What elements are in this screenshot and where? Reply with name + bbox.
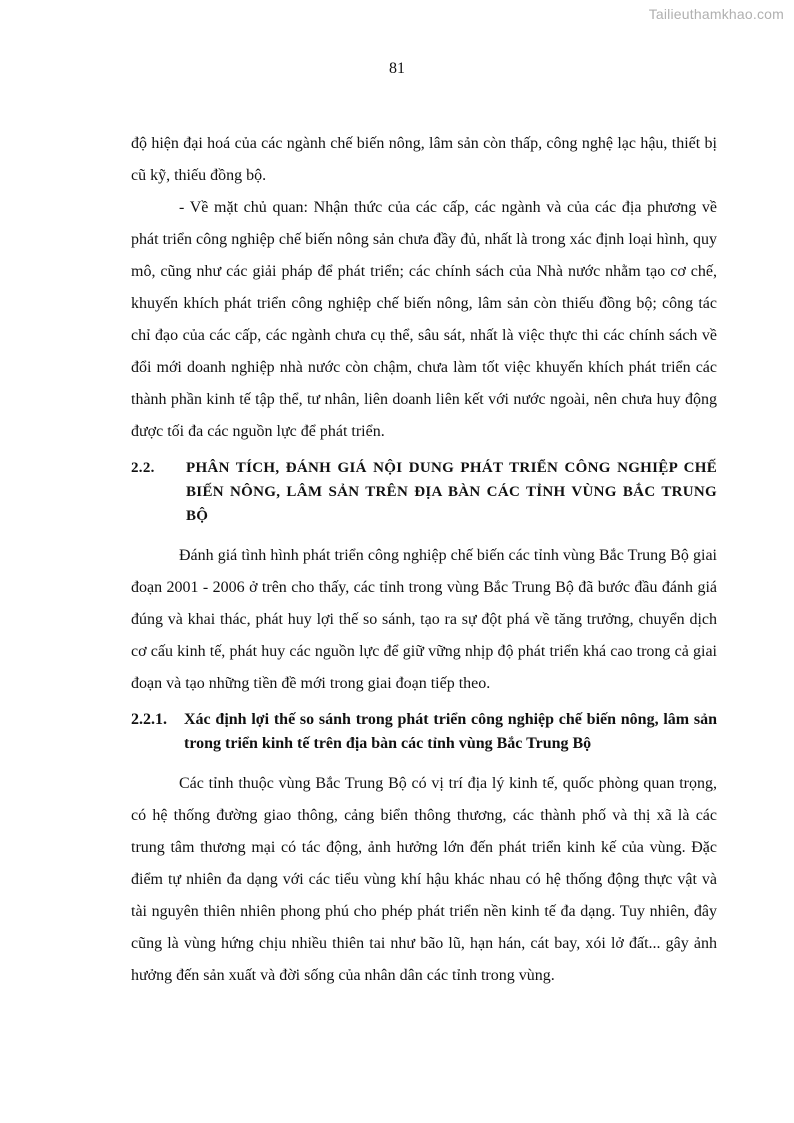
paragraph-regional-advantages: Các tỉnh thuộc vùng Bắc Trung Bộ có vị trí địa lý kinh tế, quốc phòng quan trọng, có hệ thống đường giao thông, cảng biển thông thương, các thành phố và thị xã là các trung tâm thương mại có tác động, ảnh hưởng lớn đến phát triển kinh kế của vùng. Đặc điểm tự nhiên đa dạng với các tiểu vùng khí hậu khác nhau có hệ thống động thực vật và tài nguyên thiên nhiên phong phú cho phép phát triển nền kinh tế đa dạng. Tuy nhiên, đây cũng là vùng hứng chịu nhiều thiên tai như bão lũ, hạn hán, cát bay, xói lở đất... gây ảnh hưởng đến sản xuất và đời sống của nhân dân các tỉnh trong vùng. (131, 775, 717, 984)
paragraph-assessment: Đánh giá tình hình phát triển công nghiệp chế biến các tỉnh vùng Bắc Trung Bộ giai đoạn 2001 - 2006 ở trên cho thấy, các tỉnh trong vùng Bắc Trung Bộ đã bước đầu đánh giá đúng và khai thác, phát huy lợi thế so sánh, tạo ra sự đột phá về tăng trưởng, chuyển dịch cơ cấu kinh tế, phát huy các nguồn lực để giữ vững nhịp độ phát triển khá cao trong cả giai đoạn và tạo những tiền đề mới trong giai đoạn tiếp theo. (131, 547, 717, 692)
page-number: 81 (389, 60, 405, 77)
subsection-heading-2-2-1 (131, 708, 717, 756)
subsection-number: 2.2.1. (131, 711, 167, 728)
paragraph-subjective-causes: - Về mặt chủ quan: Nhận thức của các cấp, các ngành và của các địa phương về phát triển công nghiệp chế biến nông sản chưa đầy đủ, nhất là trong xác định loại hình, quy mô, cũng như các giải pháp để phát triển; các chính sách của Nhà nước nhằm tạo cơ chế, khuyến khích phát triển công nghiệp chế biến nông, lâm sản còn thiếu đồng bộ; công tác chỉ đạo của các cấp, các ngành chưa cụ thể, sâu sát, nhất là việc thực thi các chính sách về đổi mới doanh nghiệp nhà nước còn chậm, chưa làm tốt việc khuyến khích phát triển các thành phần kinh tế tập thể, tư nhân, liên doanh liên kết với nước ngoài, nên chưa huy động được tối đa các nguồn lực để phát triển. (131, 199, 717, 440)
section-number: 2.2. (131, 460, 155, 476)
paragraph-continuation: độ hiện đại hoá của các ngành chế biến nông, lâm sản còn thấp, công nghệ lạc hậu, thiết bị cũ kỹ, thiếu đồng bộ. (131, 135, 717, 184)
section-title: PHÂN TÍCH, ĐÁNH GIÁ NỘI DUNG PHÁT TRIỂN CÔNG NGHIỆP CHẾ BIẾN NÔNG, LÂM SẢN TRÊN ĐỊA BÀN CÁC TỈNH VÙNG BẮC TRUNG BỘ (186, 460, 717, 524)
section-heading-2-2 (131, 456, 717, 528)
page-body (131, 128, 717, 992)
subsection-title: Xác định lợi thế so sánh trong phát triển công nghiệp chế biến nông, lâm sản trong triển kinh tế trên địa bàn các tỉnh vùng Bắc Trung Bộ (184, 711, 717, 752)
watermark: Tailieuthamkhao.com (648, 6, 784, 22)
